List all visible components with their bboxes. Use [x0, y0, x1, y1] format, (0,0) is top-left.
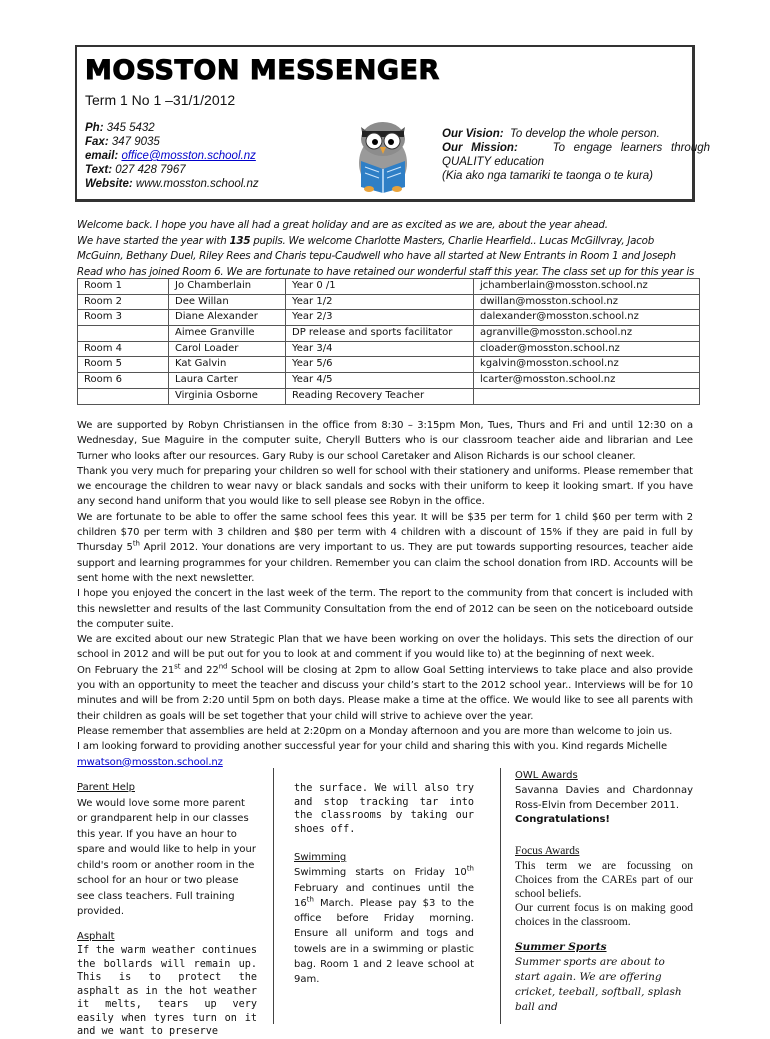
- asphalt-text: If the warm weather continues the bollards will remain up. This is to protect the asphalt as in the hot weather it melts, tears up very easily when tyres turn on it and we want to preserve: [77, 945, 257, 1037]
- table-cell-email: dwillan@mosston.school.nz: [474, 294, 700, 310]
- column-divider: [500, 768, 501, 1024]
- owl-congrats: Congratulations!: [515, 814, 610, 826]
- website-label: Website:: [85, 178, 133, 190]
- table-cell-room: Room 3: [78, 310, 169, 326]
- table-row: [78, 310, 700, 326]
- superscript: nd: [218, 662, 228, 671]
- superscript: th: [466, 864, 474, 873]
- table-cell-room: [78, 326, 169, 342]
- table-cell-room: Room 5: [78, 357, 169, 373]
- table-cell-name: Dee Willan: [169, 294, 286, 310]
- swim-text-b: February and continues until the 16: [294, 882, 474, 909]
- body-paragraph: Please remember that assemblies are held at 2:20pm on a Monday afternoon and you are more than welcome to join us.: [77, 725, 673, 737]
- table-cell-name: Jo Chamberlain: [169, 279, 286, 295]
- table-cell-email: cloader@mosston.school.nz: [474, 341, 700, 357]
- owl-awards-text: Savanna Davies and Chardonnay Ross-Elvin from December 2011.: [515, 784, 693, 811]
- table-row: [78, 357, 700, 373]
- intro-line-1: Welcome back. I hope you have all had a great holiday and are as excited as we are, about the year ahead.: [77, 219, 608, 231]
- interview-text-a: On February the 21: [77, 664, 175, 676]
- vision-mission: [442, 127, 710, 183]
- swimming-heading: Swimming: [294, 852, 347, 863]
- body-paragraph: I hope you enjoyed the concert in the last week of the term. The report to the community from that concert is included with this newsletter and results of the last Community Consultation from the end of 2012 can be seen on the noticeboard outside the computer suite.: [77, 588, 693, 630]
- table-cell-room: Room 4: [78, 341, 169, 357]
- focus-awards-text-1: This term we are focussing on Choices from the CAREs part of our school beliefs.: [515, 859, 693, 900]
- pupil-count: 135: [229, 234, 251, 247]
- main-body: [77, 418, 693, 770]
- table-cell-email: kgalvin@mosston.school.nz: [474, 357, 700, 373]
- table-cell-class: Year 0 /1: [286, 279, 474, 295]
- intro-paragraph: [77, 218, 697, 280]
- table-cell-name: Virginia Osborne: [169, 388, 286, 404]
- body-paragraph: [77, 663, 693, 724]
- superscript: st: [174, 662, 181, 671]
- body-paragraph: [77, 510, 693, 586]
- table-cell-email: lcarter@mosston.school.nz: [474, 373, 700, 389]
- table-cell-class: DP release and sports facilitator: [286, 326, 474, 342]
- intro-line-2-start: We have started the year with: [77, 234, 230, 247]
- swimming-text: [294, 865, 474, 987]
- table-cell-room: Room 6: [78, 373, 169, 389]
- spacer: [77, 920, 257, 929]
- mission-text: To engage learners through QUALITY education: [442, 142, 711, 168]
- intro-line-2-end: pupils. We welcome Charlotte Masters, Charlie Hearfield.. Lucas McGillvray, Jacob McGuinn, Bethany Duel, Riley Rees and Charis tepu-Caudwell who have all started at New Entrants in Room 1 and Joseph Read who has joined Room 6. We are fortunate to have retained our wonderful staff this year. The class set up for this year is: [77, 234, 695, 278]
- table-row: [78, 341, 700, 357]
- asphalt-heading: Asphalt: [77, 930, 115, 942]
- column-1: [77, 780, 257, 1039]
- table-row: [78, 279, 700, 295]
- superscript: th: [132, 540, 140, 549]
- focus-awards-heading: Focus Awards: [515, 845, 580, 858]
- phone-value: 345 5432: [106, 122, 155, 134]
- table-cell-room: Room 1: [78, 279, 169, 295]
- text-label: Text:: [85, 164, 113, 176]
- fax-value: 347 9035: [111, 136, 160, 148]
- email-link[interactable]: office@mosston.school.nz: [121, 150, 256, 162]
- table-cell-class: Year 1/2: [286, 294, 474, 310]
- column-3: [515, 769, 693, 1015]
- body-paragraph: We are excited about our new Strategic Plan that we have been working on over the holidays. This sets the direction of our school in 2012 and will be put out for you to look at and comment if you would like to) at the beginning of next week.: [77, 634, 693, 661]
- summer-sports-text: Summer sports are about to start again. We are offering cricket, teeball, softball, splash ball and: [515, 955, 682, 1013]
- body-paragraph: [77, 739, 693, 770]
- table-cell-name: Carol Loader: [169, 341, 286, 357]
- table-cell-class: Reading Recovery Teacher: [286, 388, 474, 404]
- closing-text: I am looking forward to providing another successful year for your child and sharing this with you. Kind regards Michelle: [77, 741, 667, 753]
- contact-block: [85, 121, 259, 191]
- table-cell-name: Diane Alexander: [169, 310, 286, 326]
- column-divider: [273, 768, 274, 1024]
- table-row: [78, 373, 700, 389]
- table-cell-class: Year 3/4: [286, 341, 474, 357]
- column-2: [294, 782, 474, 988]
- fees-text: We are fortunate to be able to offer the same school fees this year. It will be $35 per term for 1 child $60 per term with 2 children $70 per term with 3 children and $80 per term with 4 children with a discount of 15% if they are paid in full by Thursday 5: [77, 511, 693, 554]
- table-cell-email: dalexander@mosston.school.nz: [474, 310, 700, 326]
- table-cell-class: Year 4/5: [286, 373, 474, 389]
- fax-label: Fax:: [85, 136, 109, 148]
- term-issue: Term 1 No 1 –31/1/2012: [85, 92, 236, 108]
- interview-text-b: and 22: [180, 664, 219, 676]
- superscript: th: [306, 895, 314, 904]
- mission-label: Our Mission:: [442, 142, 518, 154]
- table-row: [78, 388, 700, 404]
- swim-text-c: March. Please pay $3 to the office before Friday morning. Ensure all uniform and togs and towels are in a swimming or plastic bag. Room 1 and 2 leave school at 9am.: [294, 897, 474, 986]
- vision-label: Our Vision:: [442, 128, 504, 140]
- table-cell-email: agranville@mosston.school.nz: [474, 326, 700, 342]
- table-cell-email: [474, 388, 700, 404]
- text-value: 027 428 7967: [115, 164, 186, 176]
- email-label: email:: [85, 150, 119, 162]
- focus-awards-text-2: Our current focus is on making good choices in the classroom.: [515, 901, 693, 928]
- interview-text-c: School will be closing at 2pm to allow Goal Setting interviews to take place and also provide you with an opportunity to meet the teacher and discuss your child’s start to the 2012 school year.. Interviews will be for 10 minutes and will be from 2:20 until 5pm on both days. Please make a time at the office. We would like to see all parents with their children as goals will be set together that your child will strive to achieve over the year.: [77, 664, 693, 722]
- table-cell-class: Year 5/6: [286, 357, 474, 373]
- body-paragraph: Thank you very much for preparing your children so well for school with their stationery and uniforms. Please remember that we encourage the children to wear navy or black sandals and socks with their uniform to keep it looking smart. If you have any second hand uniform that you would like to sell please see Robyn in the office.: [77, 465, 693, 508]
- spacer: [294, 836, 474, 850]
- spacer: [515, 929, 693, 940]
- table-cell-room: Room 2: [78, 294, 169, 310]
- body-paragraph: We are supported by Robyn Christiansen in the office from 8:30 – 3:15pm Mon, Tues, Thurs and Fri and until 12:30 on a Wednesday, Sue Maguire in the computer suite, Cheryll Butters who is our classroom teacher aide and librarian and Lee Turner who looks after our resources. Gary Ruby is our school Caretaker and Alison Richards is our school cleaner.: [77, 420, 693, 462]
- owl-awards-heading: OWL Awards: [515, 770, 578, 781]
- staff-table: [77, 278, 700, 405]
- table-cell-room: [78, 388, 169, 404]
- owl-reading-book-icon: [349, 117, 417, 195]
- asphalt-continuation: the surface. We will also try and stop tracking tar into the classrooms by taking our shoes off.: [294, 783, 474, 835]
- table-cell-email: jchamberlain@mosston.school.nz: [474, 279, 700, 295]
- phone-label: Ph:: [85, 122, 104, 134]
- maori-motto: (Kia ako nga tamariki te taonga o te kura): [442, 170, 653, 182]
- parent-help-text: We would love some more parent or grandparent help in our classes this year. If you have an hour to spare and would like to help in your child's room or another room in the school for an hour or two please see class teachers. Full training provided.: [77, 797, 256, 917]
- newsletter-title: MOSSTON MESSENGER: [85, 55, 440, 86]
- website-value: www.mosston.school.nz: [135, 178, 259, 190]
- table-cell-name: Aimee Granville: [169, 326, 286, 342]
- spacer: [515, 828, 693, 844]
- fees-text-end: April 2012. Your donations are very important to us. They are put towards supporting resources, teacher aide support and learning programmes for your children. Remember you can claim the school donation from IRD. Accounts will be sent home with the next newsletter.: [77, 542, 693, 584]
- masthead: [75, 45, 711, 202]
- vision-text: To develop the whole person.: [509, 128, 660, 140]
- swim-text-a: Swimming starts on Friday 10: [294, 867, 467, 879]
- parent-help-heading: Parent Help: [77, 782, 135, 793]
- summer-sports-heading: Summer Sports: [515, 940, 607, 953]
- table-row: [78, 326, 700, 342]
- intro-line-2: [77, 234, 697, 281]
- table-cell-name: Laura Carter: [169, 373, 286, 389]
- table-row: [78, 294, 700, 310]
- table-cell-name: Kat Galvin: [169, 357, 286, 373]
- principal-email-link[interactable]: mwatson@mosston.school.nz: [77, 756, 223, 768]
- table-cell-class: Year 2/3: [286, 310, 474, 326]
